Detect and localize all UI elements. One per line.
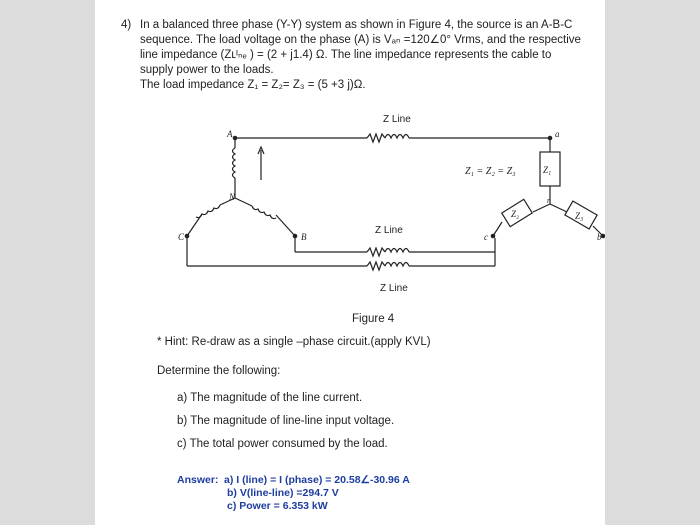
node-A-dot xyxy=(233,136,238,141)
determine-heading: Determine the following: xyxy=(157,365,281,377)
node-c-dot xyxy=(491,234,496,239)
label-n: n xyxy=(547,196,551,205)
inductor-bottom xyxy=(385,263,409,267)
answer-a: a) I (line) = I (phase) = 20.58∠-30.96 A xyxy=(224,474,410,486)
z3-label: Z₃ xyxy=(575,211,584,221)
resistor-bottom xyxy=(367,262,385,270)
z-line-top-label: Z Line xyxy=(383,114,411,125)
question-c: c) The total power consumed by the load. xyxy=(177,438,388,450)
problem-line-2: sequence. The load voltage on the phase (A) is Vₐₙ =120∠0° Vrms, and the respective xyxy=(140,34,581,46)
hint-text: * Hint: Re-draw as a single –phase circuit.(apply KVL) xyxy=(157,336,431,348)
node-B-dot xyxy=(293,234,298,239)
document-page xyxy=(95,0,605,525)
problem-number: 4) xyxy=(121,19,132,31)
resistor-mid xyxy=(367,248,385,256)
answer-label: Answer: xyxy=(177,474,219,486)
z1-label: Z₁ xyxy=(543,165,552,175)
circuit-diagram xyxy=(95,0,605,320)
coil-phase-c xyxy=(196,205,220,218)
inductor-top xyxy=(385,135,409,139)
load-equation: Z₁ = Z₂ = Z₃ xyxy=(465,166,516,177)
coil-phase-a xyxy=(233,148,236,178)
problem-line-3: line impedance (Zʟᴵₙₑ ) = (2 + j1.4) Ω. The line impedance represents the cable to xyxy=(140,49,552,61)
label-N: N xyxy=(229,192,236,202)
problem-line-1: In a balanced three phase (Y-Y) system as shown in Figure 4, the source is an A-B-C xyxy=(140,19,573,31)
coil-phase-b xyxy=(252,206,276,219)
label-C: C xyxy=(178,232,185,242)
answer-b: b) V(line-line) =294.7 V xyxy=(227,487,339,499)
label-a: a xyxy=(555,129,560,139)
inductor-mid xyxy=(385,249,409,253)
answer-c: c) Power = 6.353 kW xyxy=(227,500,328,512)
node-a-dot xyxy=(548,136,553,141)
z2-label: Z₂ xyxy=(511,209,520,219)
question-b: b) The magnitude of line-line input voltage. xyxy=(177,415,395,427)
resistor-top xyxy=(367,134,385,142)
z-line-mid-label: Z Line xyxy=(375,225,403,236)
label-A: A xyxy=(227,129,233,139)
label-c: c xyxy=(484,232,488,242)
problem-line-5: The load impedance Z₁ = Z₂= Z₃ = (5 +3 j)Ω. xyxy=(140,79,366,91)
problem-line-4: supply power to the loads. xyxy=(140,64,274,76)
node-C-dot xyxy=(185,234,190,239)
z-line-bottom-label: Z Line xyxy=(380,283,408,294)
label-B: B xyxy=(301,232,307,242)
figure-caption: Figure 4 xyxy=(352,313,395,325)
label-b: b xyxy=(597,232,602,242)
question-a: a) The magnitude of the line current. xyxy=(177,392,363,404)
